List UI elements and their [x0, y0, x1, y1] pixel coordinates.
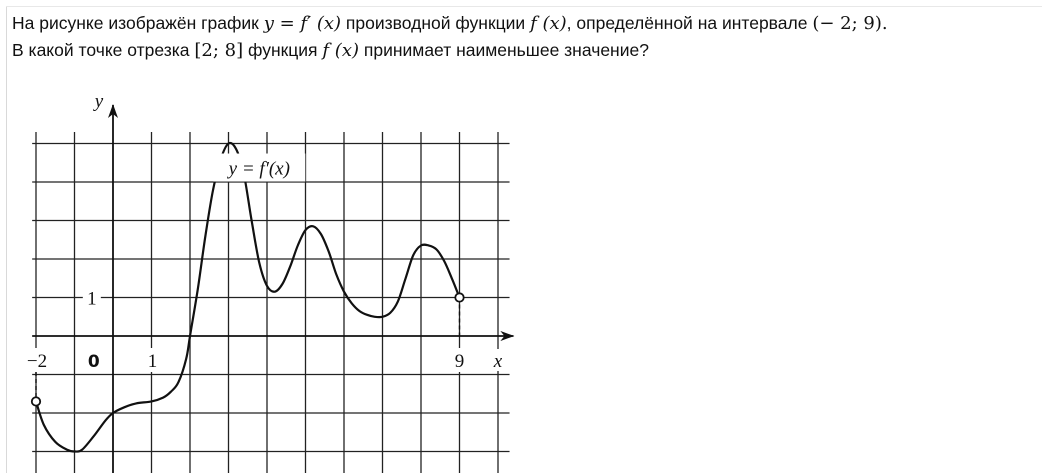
curve-label: y = f′(x)	[228, 158, 290, 180]
x-tick-label-neg2: −2	[26, 351, 48, 372]
text-fragment: В какой точке отрезка	[12, 40, 195, 60]
math-function-expr: f (x)	[322, 40, 359, 61]
origin-label: 0	[87, 352, 100, 372]
text-fragment: функция	[243, 40, 323, 60]
math-function-expr: f (x)	[530, 13, 567, 34]
open-endpoint-circle	[32, 397, 40, 405]
text-fragment: , определённой на интервале	[566, 13, 813, 33]
math-segment: [2; 8]	[194, 40, 244, 61]
text-fragment: принимает наименьшее значение?	[359, 40, 649, 60]
x-tick-label-nine: 9	[454, 351, 465, 372]
text-fragment: производной функции	[341, 13, 531, 33]
math-derivative-expr: y = f′ (x)	[263, 13, 342, 34]
labels	[20, 90, 507, 372]
y-axis-label: y	[94, 90, 104, 112]
y-tick-label-one: 1	[87, 288, 97, 310]
x-axis-label: x	[493, 351, 503, 372]
math-interval: (− 2; 9).	[812, 13, 888, 34]
text-fragment: На рисунке изображён график	[12, 13, 264, 33]
x-tick-label-one: 1	[147, 351, 158, 372]
open-endpoint-circle	[455, 293, 463, 301]
